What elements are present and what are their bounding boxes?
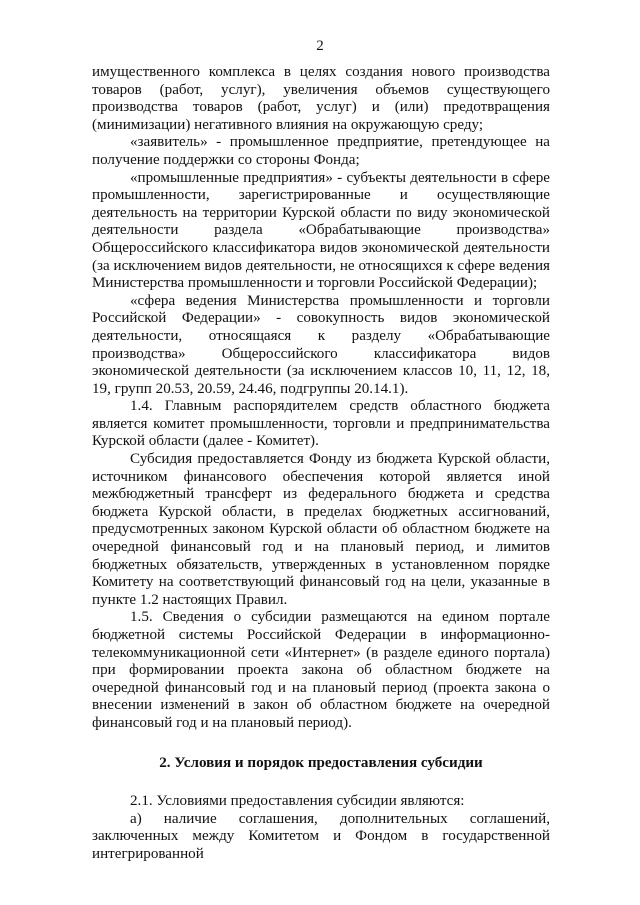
paragraph-1-4: 1.4. Главным распорядителем средств областного бюджета является комитет промышленности, торговли и предпринимательства Курской области (далее - Комитет). [92,398,550,450]
page-number: 2 [316,38,324,54]
paragraph-2-1-a: а) наличие соглашения, дополнительных соглашений, заключенных между Комитетом и Фондом в государственной интегрированной [92,810,550,862]
document-body [92,64,550,864]
paragraph-1-5: 1.5. Сведения о субсидии размещаются на едином портале бюджетной системы Российской Федерации в информационно-телекоммуникационной сети «Интернет» (в разделе единого портала) при формировании проекта закона об областном бюджете на очередной финансовый год и на плановый период (проекта закона о внесении изменений в закон об областном бюджете на очередной финансовый год и на плановый период). [92,609,550,731]
section-heading: 2. Условия и порядок предоставления субсидии [159,754,483,771]
paragraph-2-1: 2.1. Условиями предоставления субсидии являются: [130,793,465,810]
paragraph-definition-ministry-sphere: «сфера ведения Министерства промышленности и торговли Российской Федерации» - совокупность видов экономической деятельности, относящаяся к разделу «Обрабатывающие производства» Общероссийского классификатора видов экономической деятельности (за исключением классов 10, 11, 12, 18, 19, групп 20.53, 20.59, 24.46, подгруппы 20.14.1). [92,292,550,397]
paragraph-continuation: имущественного комплекса в целях создания нового производства товаров (работ, услуг), увеличения объемов существующего производства товаров (работ, услуг) и (или) предотвращения (минимизации) негативного влияния на окружающую среду; [92,64,550,133]
paragraph-subsidy: Субсидия предоставляется Фонду из бюджета Курской области, источником финансового обеспечения которой является иной межбюджетный трансферт из федерального бюджета и средства бюджета Курской области, в пределах бюджетных ассигнований, предусмотренных законом Курской области об областном бюджете на очередной финансовый год и на плановый период, и лимитов бюджетных обязательств, утвержденных в установленном порядке Комитету на соответствующий финансовый год на цели, указанные в пункте 1.2 настоящих Правил. [92,451,550,608]
paragraph-definition-industrial-enterprises: «промышленные предприятия» - субъекты деятельности в сфере промышленности, зарегистрированные и осуществляющие деятельность на территории Курской области по виду экономической деятельности раздела «Обрабатывающие производства» Общероссийского классификатора видов экономической деятельности (за исключением видов деятельности, не относящихся к сфере ведения Министерства промышленности и торговли Российской Федерации); [92,169,550,292]
paragraph-definition-applicant: «заявитель» - промышленное предприятие, претендующее на получение поддержки со стороны Фонда; [92,134,550,168]
